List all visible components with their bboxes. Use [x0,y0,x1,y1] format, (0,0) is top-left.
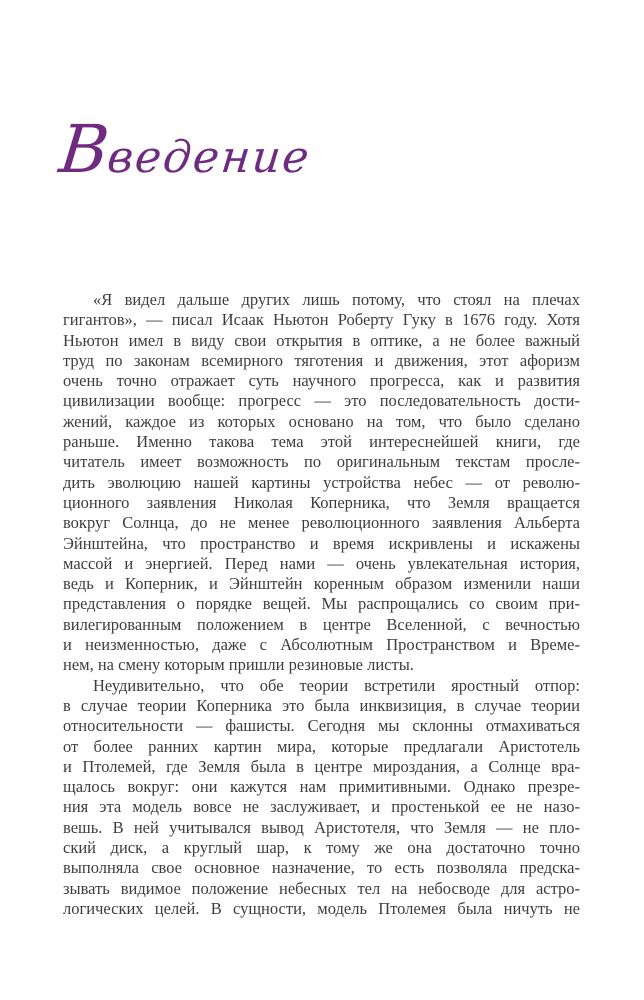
text-line: вешь. В ней учитывался вывод Аристотеля, что Земля — не пло- [63,817,580,837]
text-line: гигантов», — писал Исаак Ньютон Роберту Гуку в 1676 году. Хотя [63,310,580,330]
text-line: от более ранних картин мира, которые предлагали Аристотель [63,736,580,756]
text-line: представления о порядке вещей. Мы распрощались со своим при- [63,594,580,614]
text-line: Эйнштейна, что пространство и время искривлены и искажены [63,533,580,553]
text-line: цивилизации вообще: прогресс — это последовательность дости- [63,391,580,411]
text-line: ведь и Коперник, и Эйнштейн коренным образом изменили наши [63,574,580,594]
text-line: ния эта модель вовсе не заслуживает, и простенькой ее не назо- [63,797,580,817]
text-line: и Птолемей, где Земля была в центре мироздания, а Солнце вра- [63,756,580,776]
text-line: нем, на смену которым пришли резиновые листы. [63,655,414,675]
text-line: и неизменностью, даже с Абсолютным Пространством и Време- [63,635,580,655]
text-line: в случае теории Коперника это была инквизиция, в случае теории [63,695,580,715]
paragraph [63,676,580,920]
text-line: выполняла свое основное назначение, то есть позволяла предска- [63,858,580,878]
text-line: Ньютон имел в виду свои открытия в оптике, а не более важный [63,330,580,350]
text-line: жений, каждое из которых основано на том, что было сделано [63,411,580,431]
text-line: массой и энергией. Перед нами — очень увлекательная история, [63,553,580,573]
text-line: читатель имеет возможность по оригинальным текстам просле- [63,452,580,472]
text-line: щалось вокруг: они кажутся нам примитивными. Однако презре- [63,777,580,797]
text-line: труд по законам всемирного тяготения и движения, этот афоризм [63,350,580,370]
text-line: вилегированным положением в центре Вселенной, с вечностью [63,614,580,634]
text-line: раньше. Именно такова тема этой интереснейшей книги, где [63,432,580,452]
text-line: Неудивительно, что обе теории встретили яростный отпор: [93,675,580,695]
text-line: ционного заявления Николая Коперника, что Земля вращается [63,492,580,512]
chapter-heading: Введение [55,111,314,188]
body-text [63,290,580,919]
text-line: логических целей. В сущности, модель Птолемея была ничуть не [63,898,580,918]
paragraph [63,290,580,676]
text-line: ский диск, а круглый шар, к тому же она достаточно точно [63,838,580,858]
text-line: дить эволюцию нашей картины устройства небес — от револю- [63,472,580,492]
text-line: очень точно отражает суть научного прогресса, как и развития [63,371,580,391]
text-line: относительности — фашисты. Сегодня мы склонны отмахиваться [63,716,580,736]
text-line: «Я видел дальше других лишь потому, что стоял на плечах [93,290,580,309]
text-line: вокруг Солнца, до не менее революционного заявления Альберта [63,513,580,533]
text-line: зывать видимое положение небесных тел на небосводе для астро- [63,878,580,898]
